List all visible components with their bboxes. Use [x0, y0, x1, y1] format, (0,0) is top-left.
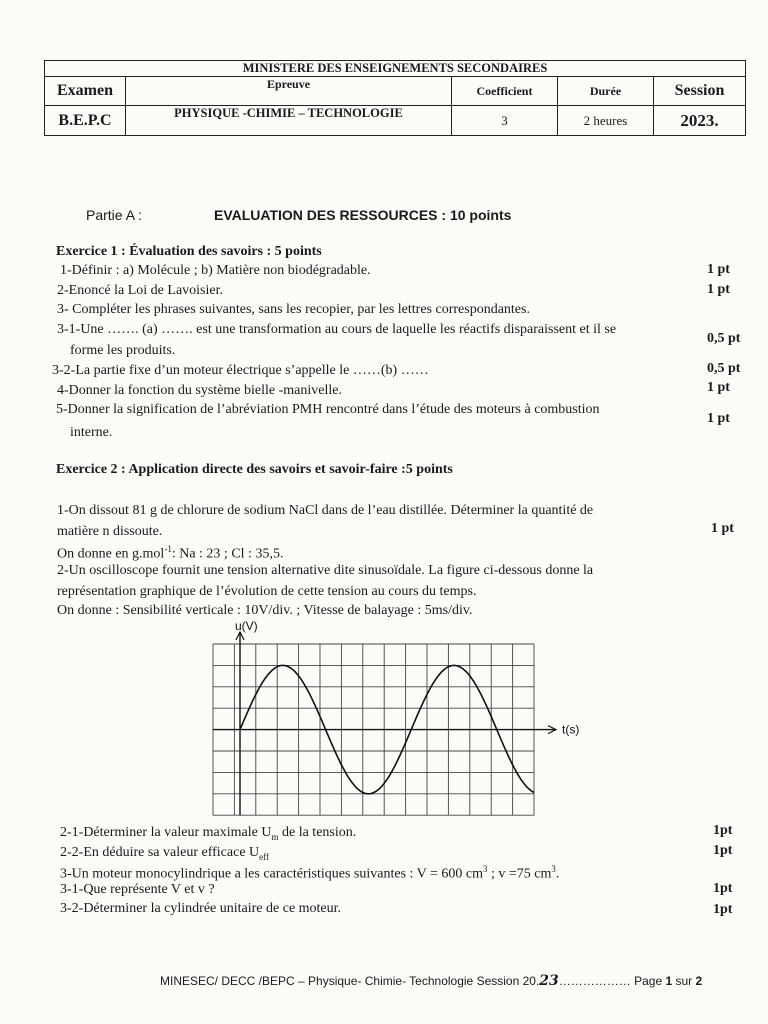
x-axis-label: t(s): [562, 722, 580, 737]
epreuve-value: PHYSIQUE -CHIMIE – TECHNOLOGIE: [126, 106, 452, 136]
exercise-2-title: Exercice 2 : Application directe des savoirs et savoir-faire :5 points: [56, 462, 453, 477]
ex1-question-1: 1-Définir : a) Molécule ; b) Matière non biodégradable.: [60, 263, 371, 278]
handwritten-year: 23: [539, 973, 559, 989]
exam-header-table: [44, 60, 746, 136]
ex2-question-3-2: 3-2-Déterminer la cylindrée unitaire de ce moteur.: [60, 901, 342, 916]
ministry-title: MINISTERE DES ENSEIGNEMENTS SECONDAIRES: [45, 61, 746, 77]
points-ex1-q4: 1 pt: [707, 380, 730, 395]
points-ex1-q3-1: 0,5 pt: [707, 331, 741, 346]
points-ex2-q2-1: 1pt: [713, 823, 733, 838]
points-ex1-q2: 1 pt: [707, 282, 730, 297]
ex2-question-2-1: 2-1-Déterminer la valeur maximale $U_m$ de la tension.: [60, 825, 357, 842]
points-ex1-q5: 1 pt: [707, 411, 730, 426]
partie-label: Partie A :: [86, 207, 143, 223]
ex2-question-2: 2-Un oscilloscope fournit une tension alternative dite sinusoïdale. La figure ci-dessous donne la: [57, 563, 594, 578]
oscilloscope-chart: [200, 620, 580, 820]
session-label: Session: [654, 77, 746, 106]
ex1-question-2: 2-Enoncé la Loi de Lavoisier.: [57, 283, 223, 298]
exercise-1-title: Exercice 1 : Évaluation des savoirs : 5 points: [56, 244, 322, 259]
ex1-question-5-cont: interne.: [70, 425, 113, 440]
ex2-question-1: 1-On dissout 81 g de chlorure de sodium NaCl dans de l’eau distillée. Déterminer la quantité de: [57, 503, 594, 518]
ex1-question-3-1: 3-1-Une ……. (a) ……. est une transformation au cours de laquelle les réactifs disparaissent et il se: [57, 322, 617, 337]
ex2-given-masses: On donne en g.mol$^{-1}$: Na : 23 ; Cl : 35,5.: [57, 544, 284, 562]
points-ex2-q3-1: 1pt: [713, 881, 733, 896]
epreuve-label: Epreuve: [126, 77, 452, 106]
points-ex2-q1: 1 pt: [711, 521, 734, 536]
points-ex1-q1: 1 pt: [707, 262, 730, 277]
coefficient-value: 3: [452, 106, 558, 136]
points-ex2-q3-2: 1pt: [713, 902, 733, 917]
ex2-given-oscilloscope: On donne : Sensibilité verticale : 10V/div. ; Vitesse de balayage : 5ms/div.: [57, 603, 473, 618]
partie-title: EVALUATION DES RESSOURCES : 10 points: [214, 207, 512, 223]
coefficient-label: Coefficient: [452, 77, 558, 106]
page-footer: MINESEC/ DECC /BEPC – Physique- Chimie- Technologie Session 20.23……………… Page 1 sur 2: [160, 973, 703, 989]
ex1-question-3: 3- Compléter les phrases suivantes, sans les recopier, par les lettres correspondantes.: [57, 302, 530, 317]
ex1-question-5: 5-Donner la signification de l’abréviation PMH rencontré dans l’étude des moteurs à combustion: [56, 402, 600, 417]
ex2-question-2-cont: représentation graphique de l’évolution de cette tension au cours du temps.: [57, 584, 477, 599]
ex2-question-3: 3-Un moteur monocylindrique a les caractéristiques suivantes : V = 600 $cm^3$ ; v =75 $cm^3$.: [60, 864, 560, 882]
points-ex2-q2-2: 1pt: [713, 843, 733, 858]
duree-value: 2 heures: [558, 106, 654, 136]
y-axis-label: u(V): [235, 620, 258, 633]
examen-value: B.E.P.C: [45, 106, 126, 136]
examen-label: Examen: [45, 77, 126, 106]
points-ex1-q3-2: 0,5 pt: [707, 361, 741, 376]
ex1-question-3-1-cont: forme les produits.: [70, 343, 176, 358]
duree-label: Durée: [558, 77, 654, 106]
ex2-question-2-2: 2-2-En déduire sa valeur efficace $U_{eff}$: [60, 845, 269, 862]
session-value: 2023.: [654, 106, 746, 136]
ex1-question-4: 4-Donner la fonction du système bielle -manivelle.: [57, 383, 342, 398]
ex1-question-3-2: 3-2-La partie fixe d’un moteur électrique s’appelle le ……(b) ……: [52, 363, 429, 378]
ex2-question-1-cont: matière n dissoute.: [57, 524, 163, 539]
ex2-question-3-1: 3-1-Que représente V et v ?: [60, 882, 215, 897]
